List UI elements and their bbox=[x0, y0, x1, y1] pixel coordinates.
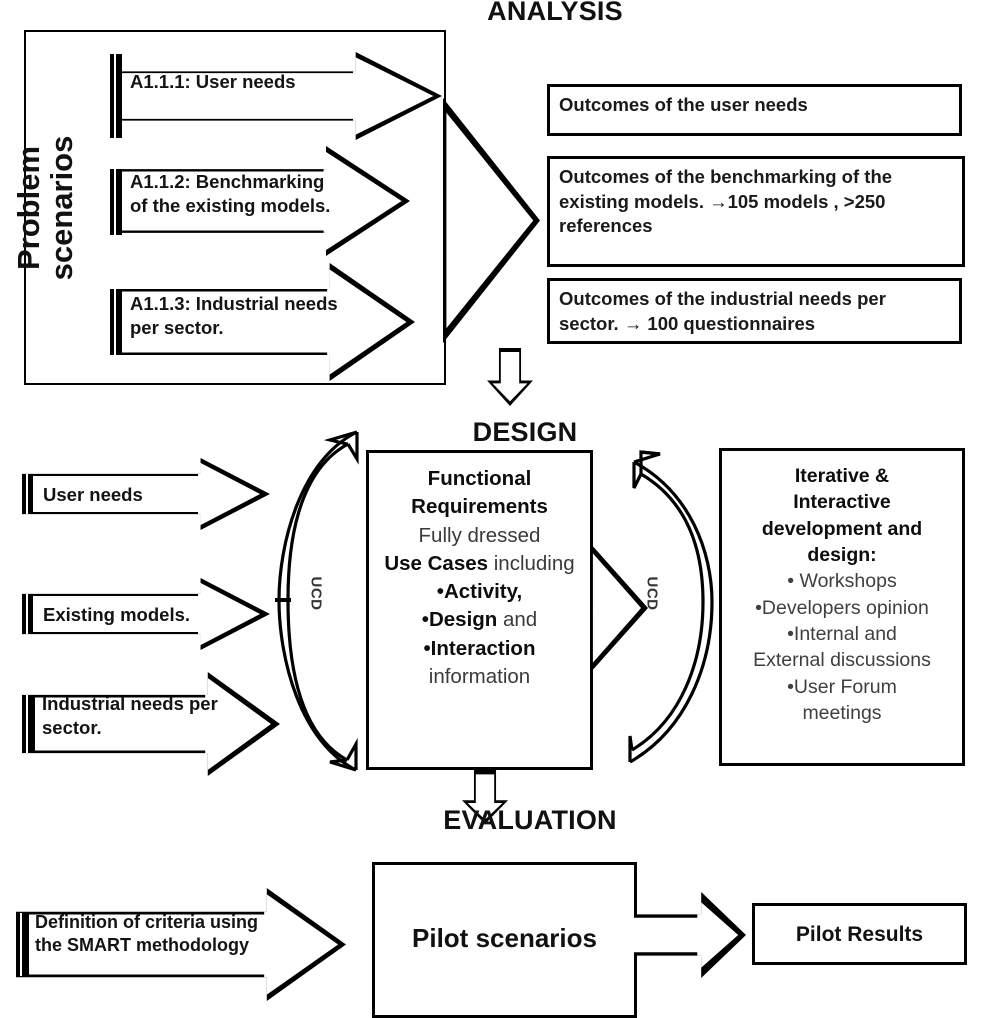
problem-scenarios-label-line1: Problem bbox=[11, 145, 46, 271]
pilot-to-results-arrow bbox=[634, 892, 746, 978]
outcome-box-user-needs-text: Outcomes of the user needs bbox=[559, 94, 808, 115]
design-line4-bold: Use Cases bbox=[384, 551, 489, 575]
analysis-merge-arrow bbox=[443, 98, 540, 343]
design-input-arrow-industrial-needs-tail bbox=[22, 695, 35, 753]
outcome-box-benchmarking-text: Outcomes of the benchmarking of the existing models. →105 models , >250 references bbox=[559, 166, 893, 237]
task-arrow-a113-label-line2: per sector. bbox=[130, 317, 224, 339]
design-input-arrow-user-needs-tail bbox=[22, 474, 33, 514]
outcome-box-user-needs bbox=[547, 84, 962, 136]
iterative-development-text bbox=[722, 463, 962, 726]
design-line2: Requirements bbox=[411, 495, 548, 519]
ucd-cycle-right-label: UCD bbox=[643, 576, 661, 611]
design-input-arrow-industrial-needs-label bbox=[42, 692, 262, 740]
design-input-arrow-user-needs-label: User needs bbox=[43, 484, 143, 505]
outcome-box-industrial-needs-text: Outcomes of the industrial needs per sector. → 100 questionnaires bbox=[559, 288, 886, 334]
design-center-box bbox=[366, 450, 593, 770]
analysis-section-title: ANALYSIS bbox=[487, 0, 623, 26]
ucd-cycle-left-label: UCD bbox=[307, 576, 325, 611]
evaluation-criteria-arrow-label bbox=[35, 911, 315, 958]
evaluation-criteria-line1: Definition of criteria using bbox=[35, 912, 259, 932]
design-output-chevron-arrow bbox=[590, 543, 648, 673]
evaluation-criteria-arrow-tail bbox=[16, 913, 29, 976]
task-arrow-a112-tail bbox=[110, 169, 122, 235]
design-input-arrow-existing-models-label: Existing models. bbox=[43, 604, 191, 625]
pilot-scenarios-label: Pilot scenarios bbox=[412, 923, 597, 953]
iterative-development-box bbox=[719, 448, 965, 766]
design-line3: Fully dressed bbox=[418, 523, 541, 547]
design-bullet-information: information bbox=[428, 664, 531, 688]
design-line1: Functional bbox=[427, 467, 532, 490]
design-input-arrow-industrial-needs-line1: Industrial needs per bbox=[42, 693, 218, 714]
design-bullet-design-rest: and bbox=[497, 608, 538, 632]
iterative-bullet-5: meetings bbox=[802, 701, 882, 724]
task-arrow-a113-tail bbox=[110, 289, 122, 355]
design-section-title: DESIGN bbox=[472, 417, 578, 447]
task-arrow-a112-label-line1: A1.1.2: Benchmarking bbox=[130, 171, 325, 192]
task-arrow-a112-label bbox=[130, 170, 380, 218]
analysis-to-design-arrow bbox=[487, 348, 533, 406]
task-arrow-a111-tail bbox=[110, 54, 122, 138]
design-input-arrow-industrial-needs-line2: sector. bbox=[42, 717, 102, 739]
iterative-bullet-2: •Internal and bbox=[787, 622, 897, 645]
iterative-bullet-4: •User Forum bbox=[787, 675, 897, 698]
task-arrow-a111-label: A1.1.1: User needs bbox=[130, 71, 296, 92]
iterative-heading-line2: Interactive bbox=[793, 491, 891, 514]
iterative-bullet-0: • Workshops bbox=[787, 570, 897, 593]
iterative-heading-line3: development and bbox=[761, 517, 923, 540]
pilot-results-label: Pilot Results bbox=[795, 923, 924, 946]
iterative-heading-line1: Iterative & bbox=[794, 465, 890, 487]
task-arrow-a113-label-line1: A1.1.3: Industrial needs bbox=[130, 293, 338, 314]
outcome-box-industrial-needs bbox=[547, 278, 962, 344]
outcome-box-benchmarking bbox=[547, 156, 965, 267]
design-input-arrow-existing-models-tail bbox=[22, 594, 33, 634]
pilot-results-box bbox=[752, 903, 967, 965]
iterative-bullet-3: External discussions bbox=[753, 649, 931, 672]
iterative-heading-line4: design: bbox=[807, 543, 877, 566]
pilot-scenarios-box bbox=[372, 862, 637, 1018]
design-center-text bbox=[369, 465, 590, 691]
design-bullet-interaction: •Interaction bbox=[423, 636, 536, 660]
design-line4-rest: including bbox=[488, 551, 575, 575]
evaluation-section-title: EVALUATION bbox=[443, 805, 617, 835]
design-bullet-activity: •Activity, bbox=[436, 580, 523, 604]
design-bullet-design: •Design bbox=[421, 608, 498, 632]
task-arrow-a113-label bbox=[130, 292, 380, 340]
problem-scenarios-label bbox=[13, 38, 93, 378]
task-arrow-a112-label-line2: of the existing models. bbox=[130, 195, 331, 217]
problem-scenarios-label-line2: scenarios bbox=[43, 135, 79, 281]
iterative-bullet-1: •Developers opinion bbox=[755, 596, 929, 619]
evaluation-criteria-line2: the SMART methodology bbox=[35, 935, 249, 956]
